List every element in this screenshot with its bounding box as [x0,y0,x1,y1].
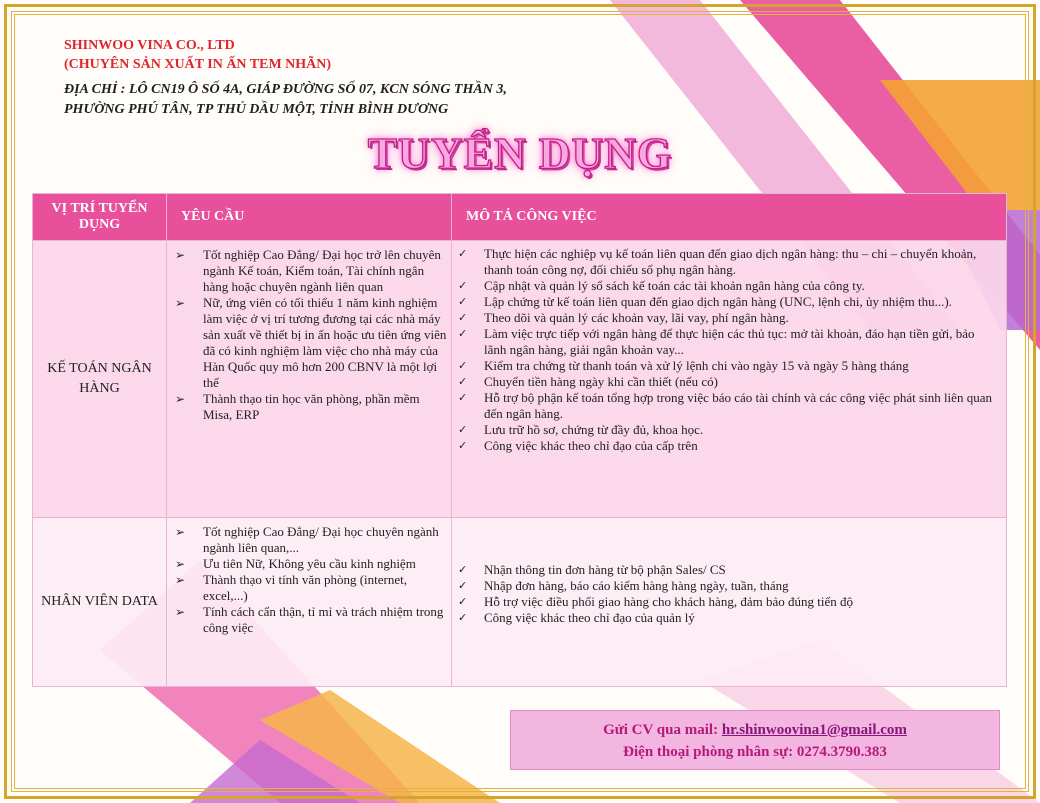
address-line-1: ĐỊA CHỈ : LÔ CN19 Ô SỐ 4A, GIÁP ĐƯỜNG SỐ 07, KCN SÓNG THẦN 3, [64,82,507,97]
position-name: NHÂN VIÊN DATA [33,518,167,687]
list-item: ✓ Chuyển tiền hàng ngày khi cần thiết (nếu có) [454,374,998,390]
list-item: ✓ Cập nhật và quản lý sổ sách kế toán các tài khoản ngân hàng của công ty. [454,278,998,294]
list-item: ✓ Công việc khác theo chỉ đạo của quản lý [454,610,998,626]
header-requirements: YÊU CẦU [167,194,452,241]
company-description: (CHUYÊN SẢN XUẤT IN ẤN TEM NHÃN) [64,57,332,72]
list-item: ➢ Thành thạo vi tính văn phòng (internet, excel,...) [171,572,447,604]
description-list [454,246,998,454]
list-item: ✓ Công việc khác theo chỉ đạo của cấp trên [454,438,998,454]
list-item: ✓ Lưu trữ hồ sơ, chứng từ đầy đủ, khoa học. [454,422,998,438]
list-item: ✓ Hỗ trợ việc điều phối giao hàng cho khách hàng, đảm bảo đúng tiến độ [454,594,998,610]
list-item: ✓ Theo dõi và quản lý các khoản vay, lãi vay, phí ngân hàng. [454,310,998,326]
table-row [33,241,1007,518]
description-list [454,562,998,626]
job-table [32,193,1007,687]
email-link[interactable]: hr.shinwoovina1@gmail.com [721,722,907,738]
list-item: ➢ Nữ, ứng viên có tối thiểu 1 năm kinh nghiệm làm việc ở vị trí tương đương tại các nhà máy sản xuất về thiết bị in ấn hoặc ưu tiên ứng viên đã có kinh nghiệm làm việc cho nhà máy của Hàn Quốc quy mô hơn 200 CBNV là một lợi thế [171,295,447,391]
list-item: ➢ Thành thạo tin học văn phòng, phần mềm Misa, ERP [171,391,447,423]
description-cell [452,241,1007,518]
address-line-2: PHƯỜNG PHÚ TÂN, TP THỦ DẦU MỘT, TỈNH BÌNH DƯƠNG [64,102,449,117]
table-header-row [33,194,1007,241]
header-position: VỊ TRÍ TUYỂN DỤNG [33,194,167,241]
list-item: ➢ Tốt nghiệp Cao Đẳng/ Đại học chuyên ngành ngành liên quan,... [171,524,447,556]
list-item: ✓ Làm việc trực tiếp với ngân hàng để thực hiện các thủ tục: mở tài khoản, đáo hạn tiền gửi, bảo lãnh ngân hàng, giải ngân khoản vay... [454,326,998,358]
position-name: KẾ TOÁN NGÂN HÀNG [33,241,167,518]
list-item: ✓ Lập chứng từ kế toán liên quan đến giao dịch ngân hàng (UNC, lệnh chi, ủy nhiệm thu...). [454,294,998,310]
list-item: ✓ Nhập đơn hàng, báo cáo kiểm hàng hàng ngày, tuần, tháng [454,578,998,594]
company-header [64,36,331,74]
list-item: ➢ Tính cách cẩn thận, tỉ mỉ và trách nhiệm trong công việc [171,604,447,636]
list-item: ➢ Ưu tiên Nữ, Không yêu cầu kinh nghiệm [171,556,447,572]
list-item: ✓ Hỗ trợ bộ phận kế toán tổng hợp trong việc báo cáo tài chính và các công việc phát sinh liên quan đến ngân hàng. [454,390,998,422]
requirements-cell [167,518,452,687]
header-description: MÔ TẢ CÔNG VIỆC [452,194,1007,241]
list-item: ✓ Nhận thông tin đơn hàng từ bộ phận Sales/ CS [454,562,998,578]
email-line [511,719,999,741]
list-item: ➢ Tốt nghiệp Cao Đẳng/ Đại học trở lên chuyên ngành Kế toán, Kiểm toán, Tài chính ngân hàng hoặc chuyên ngành liên quan [171,247,447,295]
phone-line: Điện thoại phòng nhân sự: 0274.3790.383 [623,744,887,760]
contact-box [510,710,1000,770]
email-label: Gửi CV qua mail: [603,722,719,738]
requirements-list [171,524,447,636]
table-row [33,518,1007,687]
list-item: ✓ Thực hiện các nghiệp vụ kế toán liên quan đến giao dịch ngân hàng: thu – chi – chuyển khoản, thanh toán công nợ, đối chiếu sổ phụ ngân hàng. [454,246,998,278]
company-address [64,80,507,120]
list-item: ✓ Kiểm tra chứng từ thanh toán và xử lý lệnh chi vào ngày 15 và ngày 5 hàng tháng [454,358,998,374]
requirements-cell [167,241,452,518]
description-cell [452,518,1007,687]
requirements-list [171,247,447,423]
page-title: TUYỂN DỤNG [367,129,673,178]
company-name: SHINWOO VINA CO., LTD [64,38,235,53]
